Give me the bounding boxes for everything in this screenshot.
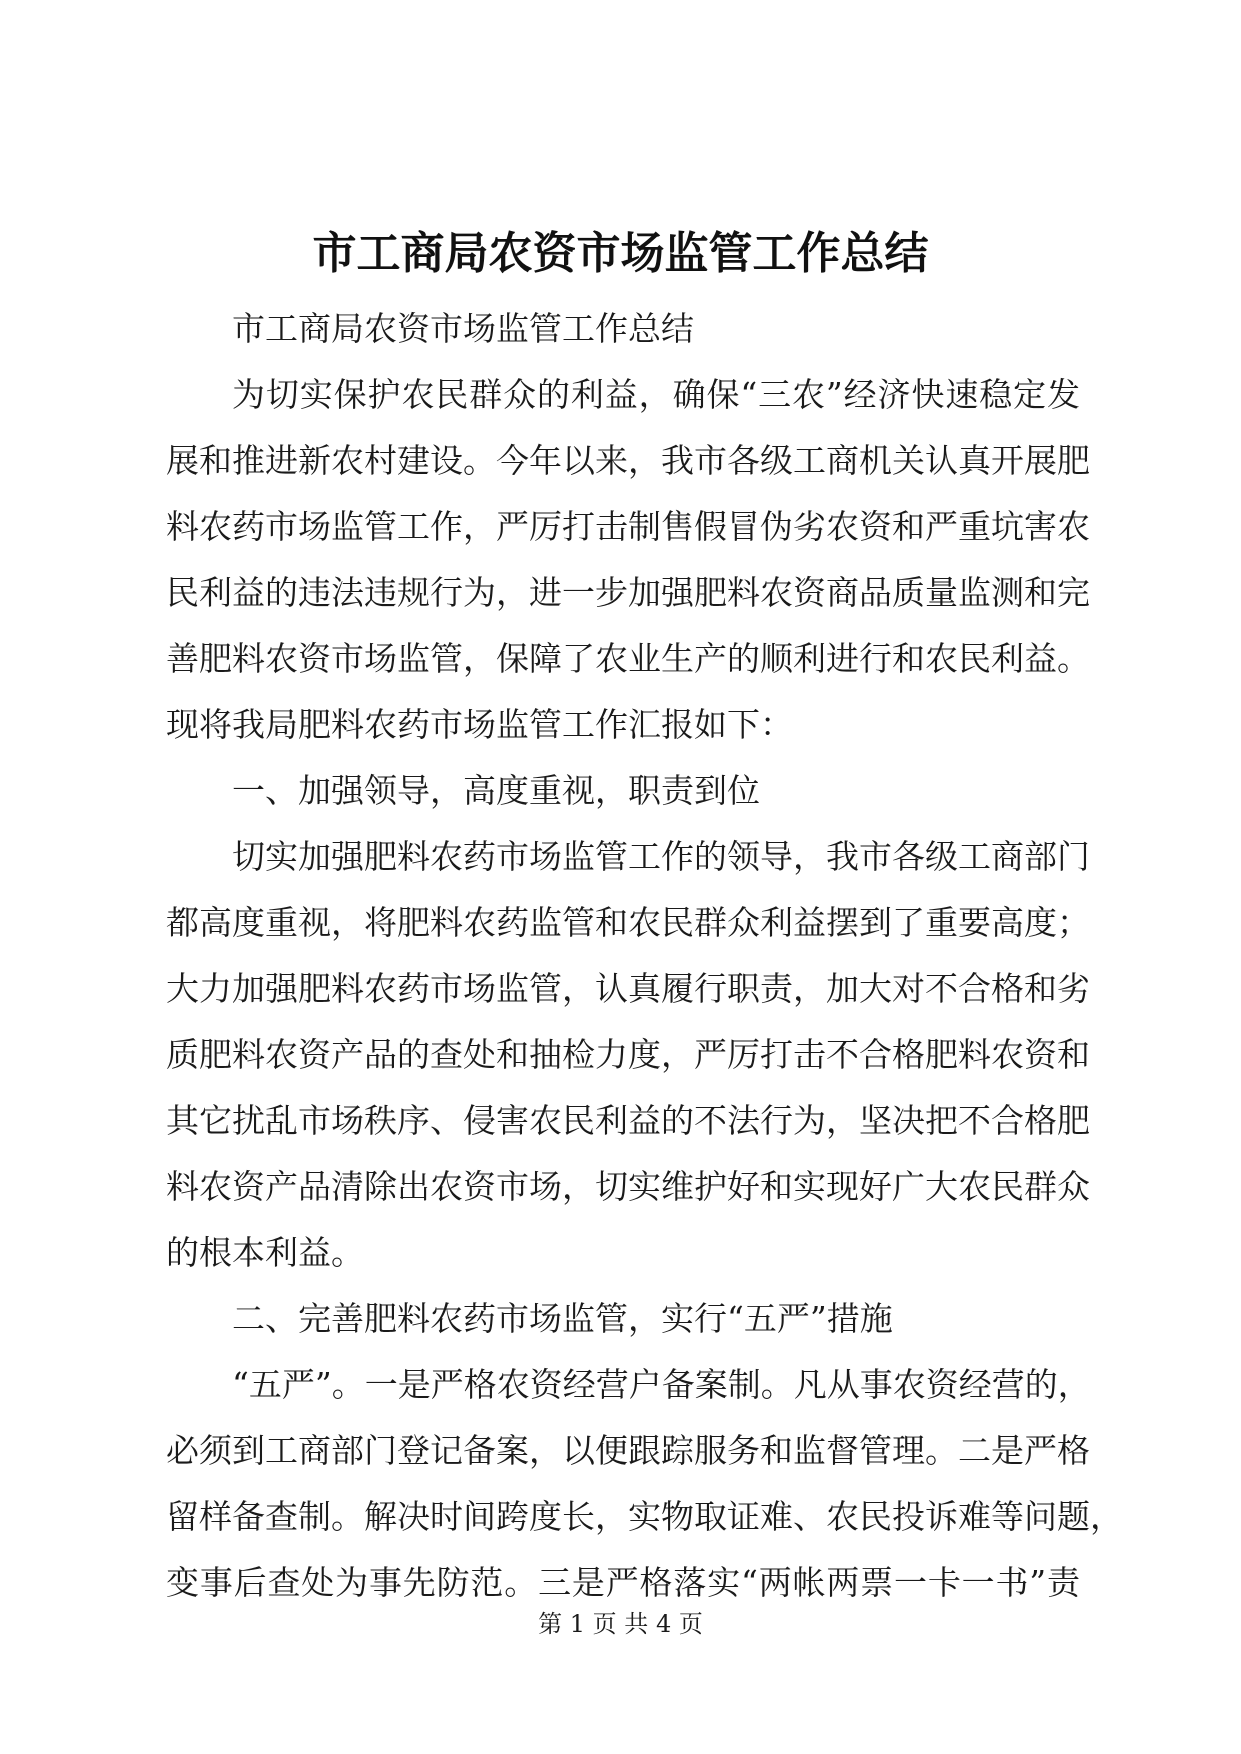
body-line: 留样备查制。解决时间跨度长，实物取证难、农民投诉难等问题， [166,1497,1123,1536]
page-footer: 第 1 页 共 4 页 [538,1610,703,1638]
document-title: 市工商局农资市场监管工作总结 [312,228,929,279]
body-line: 都高度重视，将肥料农药监管和农民群众利益摆到了重要高度； [166,903,1090,942]
body-line: 一、加强领导，高度重视，职责到位 [232,771,760,810]
body-line: 现将我局肥料农药市场监管工作汇报如下： [166,705,793,744]
body-line: 为切实保护农民群众的利益，确保“三农”经济快速稳定发 [232,375,1080,414]
body-line: “五严”。一是严格农资经营户备案制。凡从事农资经营的， [232,1365,1091,1404]
document-body [166,296,1123,1616]
body-line: 善肥料农资市场监管，保障了农业生产的顺利进行和农民利益。 [166,639,1090,678]
body-line: 变事后查处为事先防范。三是严格落实“两帐两票一卡一书”责 [166,1563,1080,1602]
body-line: 民利益的违法违规行为，进一步加强肥料农资商品质量监测和完 [166,573,1090,612]
body-line: 展和推进新农村建设。今年以来，我市各级工商机关认真开展肥 [166,441,1090,480]
body-line: 大力加强肥料农药市场监管，认真履行职责，加大对不合格和劣 [166,969,1090,1008]
body-line: 市工商局农资市场监管工作总结 [232,309,694,348]
body-line: 料农药市场监管工作，严厉打击制售假冒伪劣农资和严重坑害农 [166,507,1090,546]
body-line: 必须到工商部门登记备案，以便跟踪服务和监督管理。二是严格 [166,1431,1090,1470]
body-line: 料农资产品清除出农资市场，切实维护好和实现好广大农民群众 [166,1167,1090,1206]
body-line: 的根本利益。 [166,1233,364,1272]
body-line: 切实加强肥料农药市场监管工作的领导，我市各级工商部门 [232,837,1090,876]
body-line: 其它扰乱市场秩序、侵害农民利益的不法行为，坚决把不合格肥 [166,1101,1090,1140]
body-line: 二、完善肥料农药市场监管，实行“五严”措施 [232,1299,893,1338]
body-line: 质肥料农资产品的查处和抽检力度，严厉打击不合格肥料农资和 [166,1035,1090,1074]
